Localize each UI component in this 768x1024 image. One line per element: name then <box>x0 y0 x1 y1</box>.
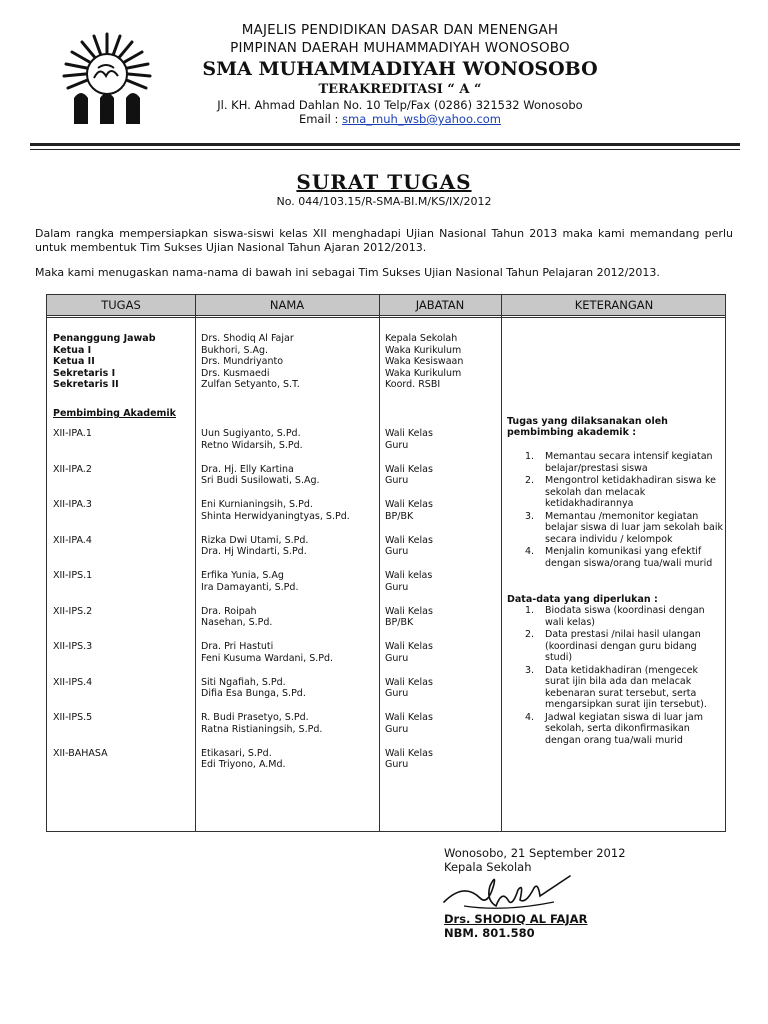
teacher-role: Guru <box>385 652 409 664</box>
column-divider <box>195 295 196 831</box>
list-item <box>507 605 725 628</box>
assignment-paragraph: Maka kami menugaskan nama-nama di bawah ini sebagai Tim Sukses Ujian Nasional Tahun Pelajaran 2012/2013. <box>35 266 660 279</box>
leader-name: Drs. Shodiq Al Fajar <box>201 333 294 344</box>
address: Jl. KH. Ahmad Dahlan No. 10 Telp/Fax (0286) 321532 Wonosobo <box>217 98 583 112</box>
list-item-number: 1. <box>525 605 535 616</box>
homeroom-teacher-name: Dra. Pri Hastuti <box>201 641 274 652</box>
list-item-number: 4. <box>525 711 535 723</box>
homeroom-role: Wali Kelas <box>385 534 433 546</box>
email-link[interactable]: sma_muh_wsb@yahoo.com <box>342 112 502 126</box>
email-label: Email : <box>298 112 339 126</box>
list-item <box>507 712 725 747</box>
header-line-2: PIMPINAN DAERAH MUHAMMADIYAH WONOSOBO <box>230 40 570 56</box>
section-label: Pembimbing Akademik <box>53 408 176 419</box>
class-name: XII-IPA.4 <box>53 534 92 546</box>
homeroom-teacher-name: Etikasari, S.Pd. <box>201 747 272 759</box>
class-name: XII-IPA.3 <box>53 499 92 510</box>
header-line-1: MAJELIS PENDIDIKAN DASAR DAN MENENGAH <box>241 22 559 38</box>
teacher-role: Guru <box>385 723 409 735</box>
list-item-text: Data prestasi /nilai hasil ulangan (koordinasi dengan guru bidang studi) <box>545 629 701 663</box>
list-item-number: 4. <box>525 546 535 557</box>
teacher-role: Guru <box>385 439 409 451</box>
leader-jabatan: Koord. RSBI <box>385 379 441 391</box>
tugas-title-2: pembimbing akademik : <box>507 427 636 438</box>
leader-name: Drs. Mundriyanto <box>201 356 284 368</box>
accreditation: TERAKREDITASI “ A “ <box>318 82 482 97</box>
list-item-text: Biodata siswa (koordinasi dengan wali kelas) <box>545 605 705 628</box>
list-item <box>507 629 725 664</box>
column-divider <box>501 295 502 831</box>
email-line <box>200 112 600 126</box>
leader-jabatan: Waka Kurikulum <box>385 367 462 379</box>
signatory-nbm: NBM. 801.580 <box>444 926 535 940</box>
teacher-name: Difia Esa Bunga, S.Pd. <box>201 688 306 699</box>
list-item <box>507 665 725 711</box>
header-keterangan: KETERANGAN <box>574 298 654 312</box>
teacher-name: Dra. Hj Windarti, S.Pd. <box>201 546 307 557</box>
place-date: Wonosobo, 21 September 2012 <box>444 846 626 860</box>
homeroom-role: Wali Kelas <box>385 499 433 510</box>
teacher-name: Retno Widarsih, S.Pd. <box>201 439 303 451</box>
leader-name: Zulfan Setyanto, S.T. <box>201 379 300 391</box>
homeroom-teacher-name: Erfika Yunia, S.Ag <box>201 570 284 581</box>
teacher-name: Nasehan, S.Pd. <box>201 617 273 628</box>
teacher-role: Guru <box>385 475 409 486</box>
list-item <box>507 546 725 569</box>
signature-scribble <box>440 872 580 914</box>
teacher-name: Feni Kusuma Wardani, S.Pd. <box>201 652 334 664</box>
list-item-text: Jadwal kegiatan siswa di luar jam sekolah, serta dikonfirmasikan dengan orang tua/wali murid <box>545 711 703 746</box>
header-tugas: TUGAS <box>101 298 141 312</box>
list-item <box>507 475 725 510</box>
assignment-table <box>46 294 726 832</box>
teacher-name: Edi Triyono, A.Md. <box>201 759 286 770</box>
column-divider <box>379 295 380 831</box>
intro-paragraph: Dalam rangka mempersiapkan siswa-siswi kelas XII menghadapi Ujian Nasional Tahun 2013 maka kami memandang perlu untuk membentuk Tim Sukses Ujian Nasional Tahun Ajaran 2012/2013. <box>35 227 733 254</box>
teacher-role: Guru <box>385 581 409 593</box>
list-item-number: 2. <box>525 629 535 640</box>
homeroom-teacher-name: Eni Kurnianingsih, S.Pd. <box>201 499 313 510</box>
table-header-underline <box>47 317 725 318</box>
header-nama: NAMA <box>269 298 305 312</box>
list-item-text: Data ketidakhadiran (mengecek surat ijin bila ada dan melacak kebenaran surat tersebut, serta mengarsipkan surat ijin tersebut). <box>545 664 707 710</box>
data-list <box>507 605 725 747</box>
header-jabatan: JABATAN <box>415 298 465 312</box>
homeroom-role: Wali Kelas <box>385 676 433 688</box>
school-name: SMA MUHAMMADIYAH WONOSOBO <box>202 58 598 80</box>
list-item-text: Menjalin komunikasi yang efektif dengan siswa/orang tua/wali murid <box>545 546 713 569</box>
header-rule-thin <box>30 149 740 150</box>
leader-tugas: Penanggung Jawab <box>53 333 156 344</box>
school-logo <box>52 28 162 128</box>
homeroom-teacher-name: Rizka Dwi Utami, S.Pd. <box>201 534 309 546</box>
homeroom-teacher-name: R. Budi Prasetyo, S.Pd. <box>201 712 309 723</box>
leader-tugas: Ketua I <box>53 344 92 356</box>
leader-tugas: Sekretaris II <box>53 379 119 391</box>
leader-jabatan: Waka Kesiswaan <box>385 356 464 368</box>
class-name: XII-IPA.2 <box>53 463 92 475</box>
teacher-role: Guru <box>385 546 409 557</box>
teacher-name: Ira Damayanti, S.Pd. <box>201 581 299 593</box>
list-item-number: 3. <box>525 510 535 522</box>
homeroom-role: Wali Kelas <box>385 463 433 475</box>
leader-jabatan: Kepala Sekolah <box>385 333 458 344</box>
list-item-text: Mengontrol ketidakhadiran siswa ke sekolah dan melacak ketidakhadirannya <box>545 475 716 509</box>
leader-tugas: Sekretaris I <box>53 367 116 379</box>
document-number: No. 044/103.15/R-SMA-BI.M/KS/IX/2012 <box>276 195 492 208</box>
class-name: XII-BAHASA <box>53 747 108 759</box>
class-name: XII-IPS.1 <box>53 570 93 581</box>
list-item-number: 2. <box>525 475 535 486</box>
document-title: SURAT TUGAS <box>296 170 472 194</box>
homeroom-role: Wali Kelas <box>385 712 433 723</box>
list-item <box>507 451 725 474</box>
homeroom-teacher-name: Dra. Roipah <box>201 605 257 617</box>
teacher-role: BP/BK <box>385 617 414 628</box>
header-rule-thick <box>30 143 740 146</box>
signatory-position: Kepala Sekolah <box>444 860 532 874</box>
class-name: XII-IPA.1 <box>53 428 92 439</box>
leader-name: Drs. Kusmaedi <box>201 367 270 379</box>
homeroom-teacher-name: Uun Sugiyanto, S.Pd. <box>201 428 301 439</box>
homeroom-teacher-name: Dra. Hj. Elly Kartina <box>201 463 294 475</box>
list-item-number: 3. <box>525 664 535 676</box>
leader-jabatan: Waka Kurikulum <box>385 344 462 356</box>
teacher-role: Guru <box>385 759 409 770</box>
class-name: XII-IPS.4 <box>53 676 93 688</box>
tugas-title-1: Tugas yang dilaksanakan oleh <box>507 416 668 427</box>
list-item-text: Memantau /memonitor kegiatan belajar siswa di luar jam sekolah baik secara individu / kelompok <box>545 510 723 545</box>
leader-tugas: Ketua II <box>53 356 95 368</box>
teacher-role: BP/BK <box>385 510 414 522</box>
teacher-name: Sri Budi Susilowati, S.Ag. <box>201 475 320 486</box>
list-item <box>507 511 725 546</box>
list-item-text: Memantau secara intensif kegiatan belajar/prestasi siswa <box>545 451 713 474</box>
homeroom-role: Wali Kelas <box>385 605 433 617</box>
signatory-name: Drs. SHODIQ AL FAJAR <box>444 912 588 926</box>
class-name: XII-IPS.3 <box>53 641 93 652</box>
class-name: XII-IPS.5 <box>53 712 93 723</box>
tugas-list <box>507 451 725 570</box>
teacher-name: Shinta Herwidyaningtyas, S.Pd. <box>201 510 350 522</box>
homeroom-role: Wali Kelas <box>385 641 433 652</box>
homeroom-teacher-name: Siti Ngafiah, S.Pd. <box>201 676 286 688</box>
leader-name: Bukhori, S.Ag. <box>201 344 269 356</box>
teacher-role: Guru <box>385 688 409 699</box>
list-item-number: 1. <box>525 451 535 462</box>
data-title: Data-data yang diperlukan : <box>507 594 658 605</box>
class-name: XII-IPS.2 <box>53 605 93 617</box>
homeroom-role: Wali Kelas <box>385 747 433 759</box>
teacher-name: Ratna Ristianingsih, S.Pd. <box>201 723 323 735</box>
homeroom-role: Wali kelas <box>385 570 433 581</box>
homeroom-role: Wali Kelas <box>385 428 433 439</box>
